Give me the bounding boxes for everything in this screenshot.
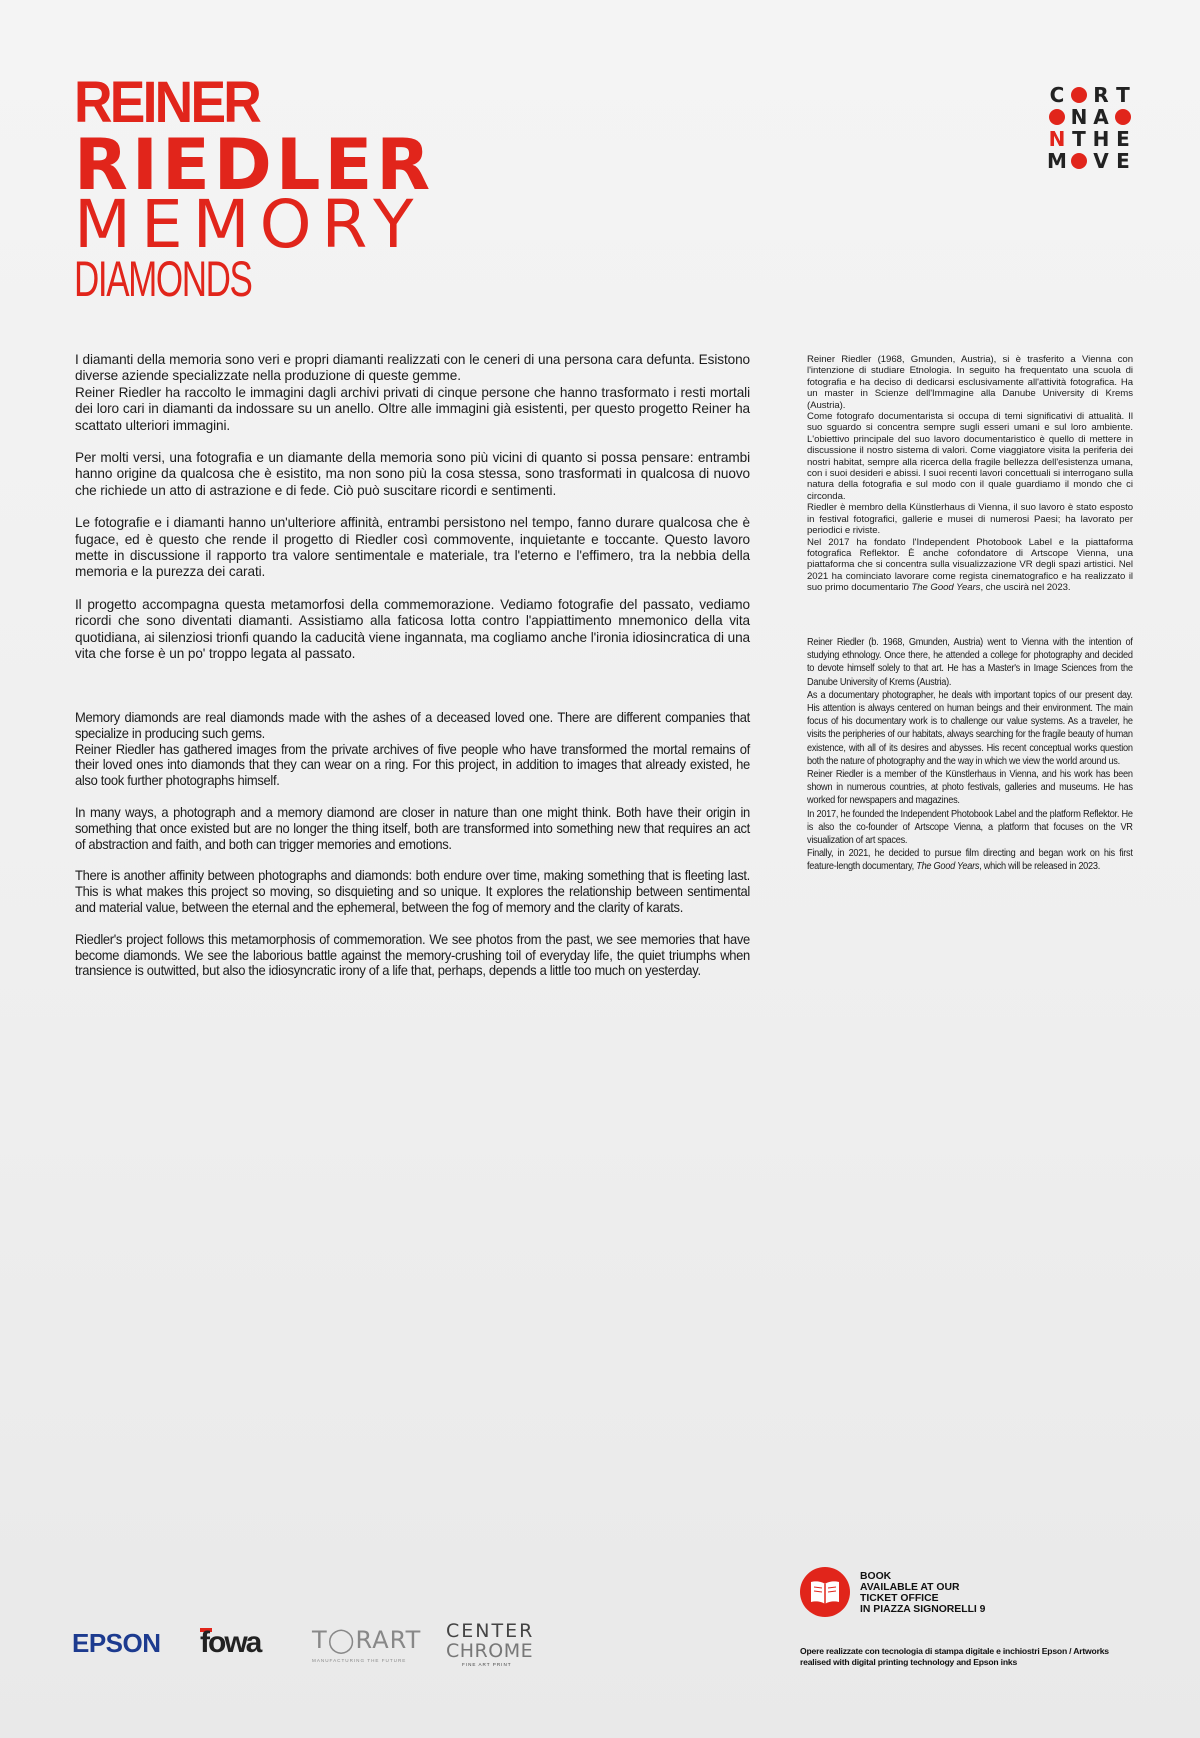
- paragraph: Per molti versi, una fotografia e un diamante della memoria sono più vicini di quanto si possa pensare: entrambi hanno origine da qualcosa che è esistito, ma non sono più la cosa stessa, sono trasformati in qualcosa di nuovo che richiede un atto di astrazione e di fede. Ciò può suscitare ricordi e sentimenti.: [75, 450, 750, 498]
- paragraph: Il progetto accompagna questa metamorfosi della commemorazione. Vediamo fotografie del passato, vediamo ricordi che sono diventati diamanti. Assistiamo alla faticosa lotta contro l'appiattimento mnemonico della vita quotidiana, ai silenziosi trionfi quando la caducità viene ingannata, ma cogliamo anche l'ironia idiosincratica di una vita che forse è un po' troppo legata al passato.: [75, 596, 750, 662]
- bio-paragraph: In 2017, he founded the Independent Photobook Label and the platform Reflektor. He is also the co-founder of Artscope Vienna, a platform that focuses on the VR visualization of art spaces.: [807, 808, 1133, 847]
- logo-dot: [1071, 87, 1087, 103]
- torart-tagline: MANUFACTURING THE FUTURE: [312, 1658, 407, 1663]
- paragraph: Le fotografie e i diamanti hanno un'ulteriore affinità, entrambi persistono nel tempo, fanno durare qualcosa che è fugace, ed è questo che rende il progetto di Riedler così commovente, inquietante e toccante. Questo lavoro mette in discussione il rapporto tra valore sentimentale e materiale, tra l'eterno e l'effimero, tra la nebbia della memoria e la purezza dei carati.: [75, 515, 750, 580]
- english-description: [75, 710, 750, 995]
- paragraph: Riedler's project follows this metamorphosis of commemoration. We see photos from the past, we see memories that have become diamonds. We see the laborious battle against the memory-crushing toil of everyday life, the quiet triumphs when transience is outwitted, but also the idiosyncratic irony of a life that, perhaps, depends a little too much on yesterday.: [75, 931, 750, 979]
- logo-letter: E: [1116, 149, 1130, 173]
- paragraph: There is another affinity between photographs and diamonds: both endure over time, making something that is fleeting last. This is what makes this project so moving, so disquieting and so unique. It explores the relationship between sentimental and material value, between the eternal and the ephemeral, between the fog of memory and the clarity of karats.: [75, 868, 750, 915]
- epson-logo: EPSON: [72, 1628, 161, 1658]
- logo-letter: N: [1048, 127, 1066, 151]
- logo-dot: [1115, 109, 1131, 125]
- artworks-credit: Opere realizzate con tecnologia di stampa digitale e inchiostri Epson / Artworks realised with digital printing technology and Epson inks: [800, 1646, 1109, 1667]
- title-last-name: RIEDLER: [74, 124, 435, 206]
- logo-dot: [1071, 153, 1087, 169]
- logo-letter: C: [1049, 83, 1065, 107]
- logo-letter: E: [1116, 127, 1130, 151]
- logo-letter: V: [1093, 149, 1109, 173]
- logo-letter: M: [1047, 149, 1067, 173]
- fowa-logo: fowa: [200, 1626, 261, 1659]
- open-book-icon: [800, 1567, 850, 1617]
- center-chrome-tagline: FINE ART PRINT: [462, 1662, 512, 1667]
- logo-letter: A: [1093, 105, 1109, 129]
- film-title: The Good Years: [916, 861, 980, 873]
- logo-dot: [1049, 109, 1065, 125]
- bio-paragraph: Reiner Riedler (1968, Gmunden, Austria), si è trasferito a Vienna con l'intenzione di studiare Etnologia. In seguito ha frequentato una scuola di fotografia e ha deciso di dedicarsi esclusivamente all'attività fotografica. Ha un master in Scienze dell'Immagine alla Danube University di Krems (Austria).: [807, 354, 1133, 411]
- cortona-on-the-move-logo: [1046, 84, 1136, 172]
- bio-paragraph: Reiner Riedler is a member of the Künstlerhaus in Vienna, and his work has been shown in numerous countries, at photo festivals, galleries and museums. He has worked for newspapers and magazines.: [807, 769, 1133, 807]
- title-memory: MEMORY: [74, 186, 424, 263]
- logo-letter: T: [1116, 83, 1130, 107]
- torart-logo: T◯RART: [312, 1626, 422, 1654]
- paragraph: I diamanti della memoria sono veri e propri diamanti realizzati con le ceneri di una persona cara defunta. Esistono diverse aziende specializzate nella produzione di queste gemme. Reiner Riedler ha raccolto le immagini dagli archivi privati di cinque persone che hanno trasformato i resti mortali dei loro cari in diamanti da indossare su un anello. Oltre alle immagini già esistenti, per questo progetto Reiner ha scattato ulteriori immagini.: [75, 352, 750, 433]
- italian-biography: [807, 354, 1133, 594]
- center-chrome-logo-bottom: CHROME: [446, 1640, 534, 1662]
- paragraph: In many ways, a photograph and a memory diamond are closer in nature than one might think. Both have their origin in something that once existed but are no longer the thing itself, both are transformed into something new that requires an act of abstraction and faith, and both can trigger memories and emotions.: [75, 804, 750, 852]
- title-diamonds: DIAMONDS: [74, 251, 252, 307]
- book-availability-notice: BOOK AVAILABLE AT OUR TICKET OFFICE IN PIAZZA SIGNORELLI 9: [860, 1571, 986, 1615]
- bio-paragraph: As a documentary photographer, he deals with important topics of our present day. His attention is always centered on human beings and their environment. The main focus of his documentary work is to challenge our value systems. As a traveler, he visits the peripheries of our habitats, always searching for the fragile beauty of human existence, with all of its desires and abysses. His recent conceptual works question both the nature of photography and the way in which we view the world around us.: [807, 689, 1133, 767]
- logo-letter: T: [1072, 127, 1086, 151]
- logo-letter: N: [1070, 105, 1088, 129]
- bio-paragraph: Riedler è membro della Künstlerhaus di Vienna, il suo lavoro è stato esposto in festival fotografici, gallerie e musei di numerosi Paesi; ha lavorato per periodici e riviste.: [807, 502, 1133, 537]
- exhibition-title: [74, 70, 435, 307]
- logo-letter: R: [1093, 83, 1109, 107]
- film-title: The Good Years: [911, 582, 981, 594]
- sponsor-logos: [72, 1620, 552, 1668]
- title-first-name: REINER: [74, 70, 260, 135]
- bio-paragraph: Nel 2017 ha fondato l'Independent Photobook Label e la piattaforma fotografica Reflektor. È anche cofondatore di Artscope Vienna, una piattaforma che si concentra sulla visualizzazione VR degli spazi artistici. Nel 2021 ha cominciato lavorare come regista cinematografico e ha realizzato il suo primo documentario The Good Years, che uscirà nel 2023.: [807, 536, 1133, 594]
- paragraph: Memory diamonds are real diamonds made with the ashes of a deceased loved one. There are different companies that specialize in producing such gems. Reiner Riedler has gathered images from the private archives of five people who have transformed the mortal remains of their loved ones into diamonds that they can wear on a ring. For this project, in addition to images that already existed, he also took further photographs himself.: [75, 710, 750, 789]
- center-chrome-logo-top: CENTER: [446, 1620, 535, 1642]
- bio-paragraph: Finally, in 2021, he decided to pursue film directing and began work on his first feature-length documentary, The Good Years, which will be released in 2023.: [807, 848, 1133, 873]
- logo-letter: H: [1092, 127, 1110, 151]
- italian-description: [75, 352, 750, 679]
- english-biography: [807, 636, 1133, 874]
- bio-paragraph: Reiner Riedler (b. 1968, Gmunden, Austria) went to Vienna with the intention of studying ethnology. Once there, he attended a college for photography and decided to devote himself solely to that art. He has a Master's in Image Sciences from the Danube University of Krems (Austria).: [807, 637, 1133, 688]
- bio-paragraph: Come fotografo documentarista si occupa di temi significativi di attualità. Il suo sguardo si concentra sempre sugli esseri umani e sul loro ambiente. L'obiettivo principale del suo lavoro documentaristico è quello di mettere in discussione il nostro sistema di valori. Come viaggiatore visita la periferia dei nostri habitat, sempre alla ricerca della fragile bellezza dell'esistenza umana, con i suoi desideri e abissi. I suoi recenti lavori concettuali si interrogano sulla natura della fotografia e sul modo con il quale guardiamo il mondo che ci circonda.: [807, 411, 1133, 502]
